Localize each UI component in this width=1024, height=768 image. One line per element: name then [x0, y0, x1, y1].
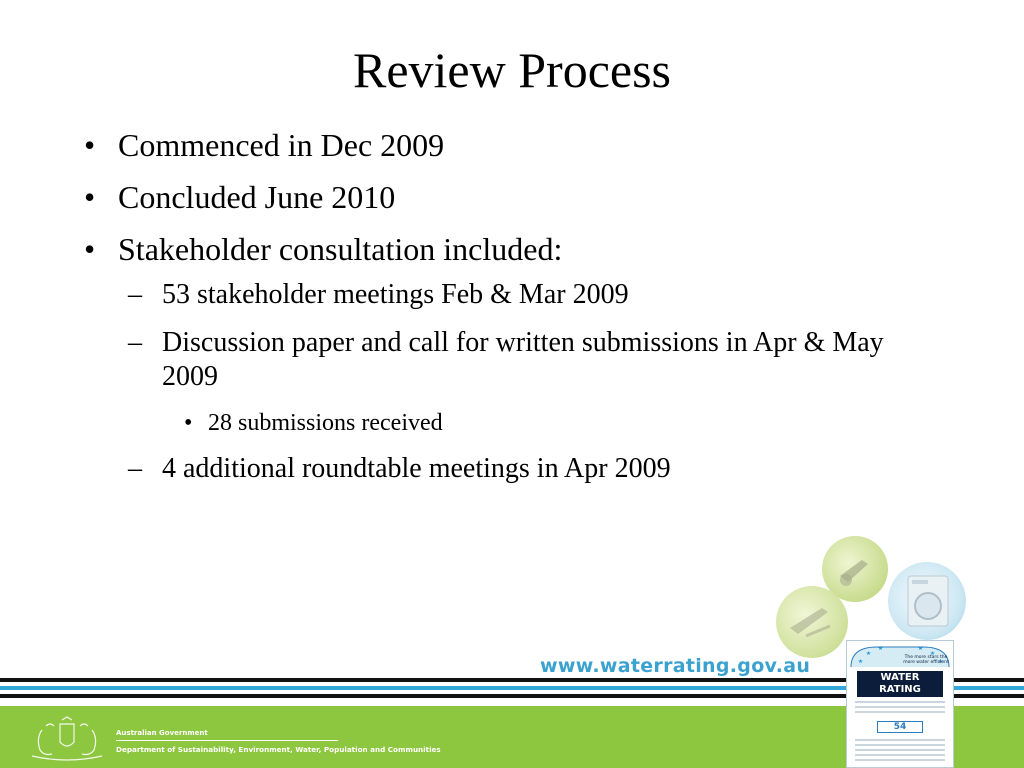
badge-fine-print	[855, 739, 945, 764]
bullet-item	[84, 178, 924, 216]
badge-note: The more stars the more water efficient	[903, 655, 949, 665]
bullet-item	[84, 230, 924, 268]
badge-heading-line: WATER	[880, 672, 920, 683]
bullet-marker: •	[184, 410, 193, 436]
coat-of-arms-icon	[22, 716, 112, 764]
badge-heading	[857, 671, 943, 697]
dash-marker: –	[128, 453, 142, 484]
dash-marker: –	[128, 327, 142, 358]
sub-bullet-item	[84, 278, 924, 312]
washing-machine-photo-image	[888, 562, 966, 640]
department-name: Department of Sustainability, Environment, Water, Population and Communities	[116, 745, 441, 754]
bullet-text: Stakeholder consultation included:	[118, 231, 563, 267]
shower-icon	[776, 586, 848, 658]
badge-fine-print	[855, 701, 945, 716]
badge-heading-line: RATING	[879, 684, 921, 695]
slide-title: Review Process	[353, 42, 671, 98]
sub-bullet-item	[84, 452, 924, 486]
sub-bullet-text: Discussion paper and call for written submissions in Apr & May 2009	[162, 327, 884, 392]
sub-sub-bullet-text: 28 submissions received	[208, 410, 443, 436]
sub-bullet-item	[84, 326, 942, 394]
shower-photo-image	[776, 586, 848, 658]
government-name: Australian Government	[116, 729, 208, 737]
bullet-marker: •	[84, 231, 96, 267]
sub-bullet-text: 4 additional roundtable meetings in Apr 2009	[162, 453, 671, 484]
badge-consumption-value: 54	[877, 721, 923, 733]
bullet-text: Concluded June 2010	[118, 179, 396, 215]
bullet-marker: •	[84, 127, 96, 163]
sub-sub-bullet-item	[84, 408, 924, 438]
water-rating-label	[846, 640, 954, 768]
bullet-item	[84, 126, 924, 164]
bullet-marker: •	[84, 179, 96, 215]
sub-bullet-text: 53 stakeholder meetings Feb & Mar 2009	[162, 279, 629, 310]
bullet-text: Commenced in Dec 2009	[118, 127, 445, 163]
dash-marker: –	[128, 279, 142, 310]
slide-body	[84, 126, 924, 500]
washing-machine-icon	[888, 562, 966, 640]
website-url: www.waterrating.gov.au	[540, 655, 811, 677]
government-divider	[116, 740, 338, 741]
